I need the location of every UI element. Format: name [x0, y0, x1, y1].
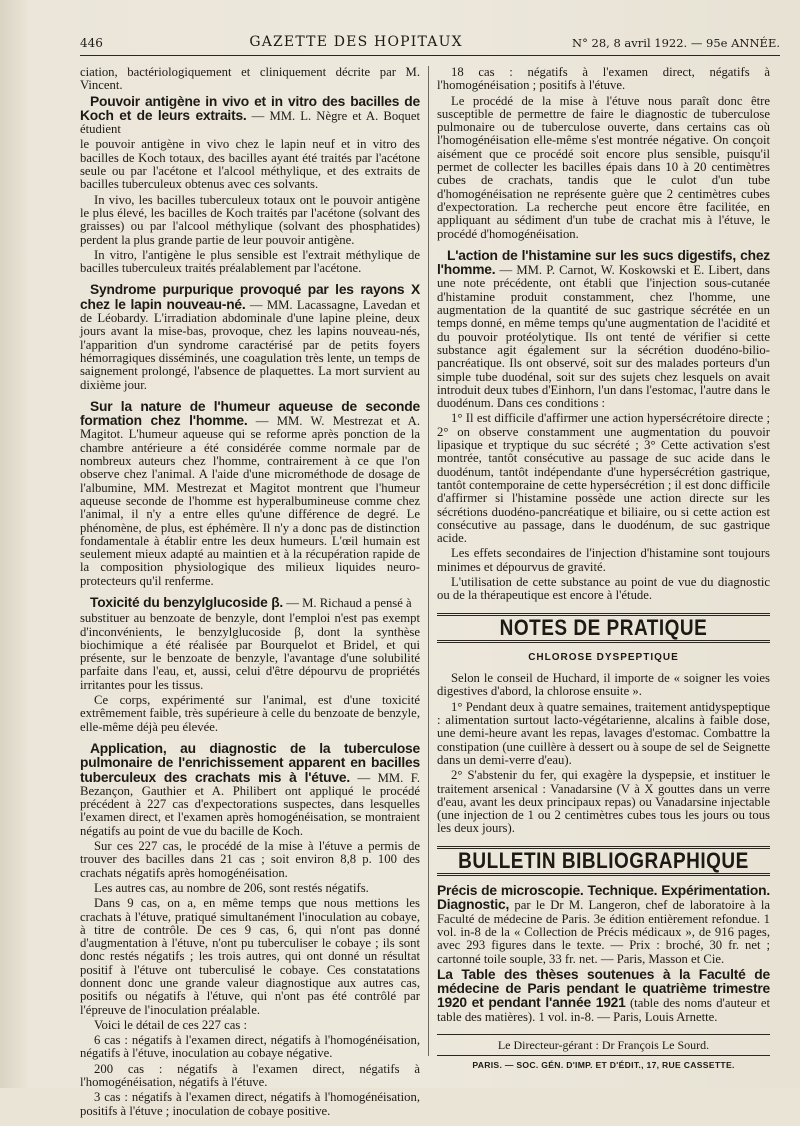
page-header: [80, 20, 780, 56]
column-divider: [428, 66, 429, 1056]
paragraph: 18 cas : négatifs à l'examen direct, négatifs à l'homogénéisation ; positifs à l'étuve.: [437, 65, 770, 93]
paragraph: In vivo, les bacilles tuberculeux totaux ont le pouvoir antigène le plus élevé, les bacilles de Koch traités par l'acétone (solvant des graisses) ou par l'alcool méthylique (solvant des phosphatides) perdent la plus grande partie de leur pouvoir antigène.: [80, 192, 420, 247]
paragraph: le pouvoir antigène in vivo chez le lapin neuf et in vitro des bacilles de Koch totaux, des bacilles ayant été traités par l'acétone seule ou par l'acétone et l'alcool méthylique, et des extraits de bacilles tuberculeux obtenus avec ces solvants.: [80, 137, 420, 192]
book-details: par le Dr M. Langeron, chef de laboratoire à la Faculté de médecine de Paris. 3e édition entièrement refondue. 1 vol. in-8 de la « Collection de Précis médicaux », de 916 pages, avec 293 figures dans le texte. — Prix : broché, 30 fr. net ; cartonné toile souple, 33 fr. net. — Paris, Masson et Cie.: [437, 898, 770, 966]
article-humeur-aqueuse: [80, 400, 420, 588]
left-column: [80, 66, 420, 1126]
paragraph: 1° Il est difficile d'affirmer une action hypersécrétoire directe ; 2° on observe constamment une augmentation du pouvoir lipasique et tryptique du suc sécrété ; 3° Cette activation s'est montrée, tantôt consécutive au passage de suc acide dans le duodénum, tantôt indépendante d'une hypersécrétion gastrique, tantôt contemporaine de cette hypersécrétion ; il est donc difficile d'affirmer si l'histamine possède une action directe sur les sécrétions duodéno-pancréatique et biliaire, ou si cette action est consécutive au passage, dans le duodénum, de suc gastrique acide.: [437, 411, 770, 546]
paragraph: Selon le conseil de Huchard, il importe de « soigner les voies digestives d'abord, la chlorose ensuite ».: [437, 671, 770, 699]
paragraph: In vitro, l'antigène le plus sensible est l'extrait méthylique de bacilles tuberculeux traités préalablement par l'acétone.: [80, 247, 420, 276]
section-header-notes: [437, 613, 770, 643]
director-line: Le Directeur-gérant : Dr François Le Sourd.: [437, 1035, 770, 1056]
article-authors: — MM. F. Bezançon, Gauthier et A. Philibert: [80, 770, 420, 798]
article-benzylglucoside: [80, 596, 420, 734]
paragraph: L'utilisation de cette substance au point de vue du diagnostic ou de la thérapeutique est encore à l'étude.: [437, 574, 770, 603]
book-title: La Table des thèses soutenues à la Faculté de médecine de Paris pendant le quatrième trimestre 1920 et pendant l'année 1921: [437, 966, 770, 1011]
article-purpurique: [80, 283, 420, 391]
paragraph: L'irradiation abdominale d'une lapine pleine, deux jours avant la mise-bas, provoque, chez les lapins nouveau-nés, l'apparition d'un syndrome caractérisé par de petits foyers hémorragiques disséminés, une coagulation très lente, un temps de saignement prolongé, l'absence de plaquettes. La mort survient au dixième jour.: [80, 311, 421, 392]
article-title: Syndrome purpurique provoqué par les rayons X chez le lapin nouveau-né.: [80, 282, 420, 312]
article-authors: — MM. P. Carnot, W. Koskowski et E. Libert,: [495, 263, 743, 278]
article-histamine: [437, 249, 770, 603]
paragraph: 200 cas : négatifs à l'examen direct, négatifs à l'homogénéisation, négatifs à l'étuve.: [80, 1061, 420, 1090]
book-entry-theses: [437, 968, 770, 1024]
paragraph: ont appliqué le procédé précédent à 227 cas d'expectorations suspectes, dans lesquelles l'examen direct, et l'examen après homogénéisation, se montraient négatifs au point de vue du bacille de Koch.: [80, 783, 420, 838]
section-title: NOTES DE PRATIQUE: [499, 615, 708, 641]
paragraph: Sur ces 227 cas, le procédé de la mise à l'étuve a permis de trouver des bacilles dans 21 cas ; soit environ 8,8 p. 100 des crachats négatifs après homogénéisation.: [80, 839, 420, 880]
subheading: CHLOROSE DYSPEPTIQUE: [528, 651, 679, 663]
paragraph: Les effets secondaires de l'injection d'histamine sont toujours minimes et dépourvus de gravité.: [437, 546, 770, 574]
paragraph: Ce corps, expérimenté sur l'animal, est d'une toxicité extrêmement faible, très supérieure à celle du benzoate de benzyle, elle-même déjà peu élevée.: [80, 693, 420, 734]
paragraph: 1° Pendant deux à quatre semaines, traitement antidyspeptique : alimentation surtout lacto-végétarienne, alcalins à faible dose, une demi-heure avant les repas, lavages d'estomac. Combattre la constipation (une cuillère à dessert ou à soupe de sel de Seignette dans un demi-verre d'eau).: [437, 699, 770, 767]
article-authors: — MM. W. Mestrezat et A. Magitot.: [80, 414, 421, 442]
paragraph: L'humeur aqueuse qui se reforme après ponction de la chambre antérieure a été considérée comme normale par de nombreux auteurs chez l'homme, contrairement à ce que l'on observe chez l'animal. A l'aide d'une microméthode de dosage de l'albumine, MM. Mestrezat et Magitot montrent que l'humeur aqueuse seconde de l'homme est hyperalbumineuse comme chez l'animal, il n'y a entre elles qu'une différence de degré. Le phénomène, de plus, est éphémère. Il n'y a donc pas de distinction fondamentale à établir entre les deux humeurs. L'œil humain est seulement mieux adapté au maintien et à la récupération rapide de la composition physiologique des milieux liquides neuro-protecteurs qu'il renferme.: [80, 427, 420, 588]
article-title: Application, au diagnostic de la tuberculose pulmonaire de l'enrichissement apparent en bacilles tuberculeux des crachats mis à l'étuve.: [80, 740, 420, 785]
article-title: Pouvoir antigène in vivo et in vitro des bacilles de Koch et de leurs extraits.: [80, 93, 420, 123]
paragraph: 6 cas : négatifs à l'examen direct, négatifs à l'homogénéisation, négatifs à l'étuve, inoculation au cobaye négative.: [80, 1033, 420, 1061]
article-authors: — MM. Lacassagne, Lavedan et de Léobardy.: [80, 297, 420, 326]
book-title: Précis de microscopie. Technique. Expérimentation. Diagnostic,: [437, 883, 770, 913]
section-title: BULLETIN BIBLIOGRAPHIQUE: [458, 849, 749, 874]
paragraph: Dans 9 cas, on a, en même temps que nous mettions les crachats à l'étuve, pratiqué simultanément l'inoculation au cobaye, à titre de contrôle. De ces 9 cas, 6, qui n'ont pas donné d'augmentation à l'étuve, n'ont pu tuberculiser le cobaye ; ils sont donc restés négatifs ; les trois autres, qui ont donné un résultat positif à l'étuve ont tuberculisé le cobaye. Ces constatations donnent donc une grande valeur diagnostique aux autres cas, positifs ou négatifs à l'étuve, qui n'ont pas été contrôlé par l'épreuve de l'inoculation préalable.: [80, 896, 420, 1017]
journal-title: GAZETTE DES HOPITAUX: [249, 34, 463, 50]
article-tuberculose-etuve: [80, 742, 420, 1118]
page-number: 446: [80, 36, 103, 50]
paragraph: 3 cas : négatifs à l'examen direct, négatifs à l'homogénéisation, positifs à l'étuve ; inoculation de cobaye positive.: [80, 1090, 420, 1118]
article-authors: — MM. L. Nègre et A. Boquet étudient: [80, 108, 421, 137]
article-title: Toxicité du benzylglucoside β.: [90, 594, 284, 610]
paragraph: Les autres cas, au nombre de 206, sont restés négatifs.: [94, 880, 369, 895]
issue-info: N° 28, 8 avril 1922. — 95e ANNÉE.: [572, 36, 780, 50]
article-title: L'action de l'histamine sur les sucs digestifs, chez l'homme.: [437, 247, 770, 278]
right-column: [437, 66, 770, 1073]
book-entry-microscopie: [437, 884, 770, 966]
article-antigene: [80, 95, 420, 276]
paragraph: 2° S'abstenir du fer, qui exagère la dyspepsie, et instituer le traitement arsenical : Vanadarsine (V à X gouttes dans un verre d'eau, avant les deux principaux repas) ou Vanadarsine injectable (une injection de 1 ou 2 centimètres cubes tous les jours ou tous les deux jours).: [437, 768, 770, 836]
section-header-bulletin: [437, 846, 770, 876]
intro-paragraph: ciation, bactériologiquement et cliniquement décrite par M. Vincent.: [80, 65, 420, 93]
paragraph: substituer au benzoate de benzyle, dont l'emploi n'est pas exempt d'inconvénients, le benzylglucoside β, dont la synthèse biochimique a été réalisée par Bourquelot et Bridel, et qui présente, sur le benzoate de benzyle, l'avantage d'une solubilité parfaite dans l'eau, et, aussi, celui d'être dépourvu de propriétés irritantes pour les tissus.: [80, 611, 420, 692]
article-title: Sur la nature de l'humeur aqueuse de seconde formation chez l'homme.: [80, 398, 420, 429]
paragraph: Voici le détail de ces 227 cas :: [94, 1017, 248, 1032]
printer-line: PARIS. — SOC. GÉN. D'IMP. ET D'ÉDIT., 17, RUE CASSETTE.: [472, 1060, 735, 1071]
paragraph: Le procédé de la mise à l'étuve nous paraît donc être susceptible de permettre de faire le diagnostic de tuberculose pulmonaire ou de tuberculose ouverte, dans certains cas où l'homogénéisation elle-même s'est montrée négative. On conçoit aisément que ce procédé soit encore plus sensible, puisqu'il permet de collecter les bacilles épais dans 10 à 20 centimètres cubes de crachats, tandis que le culot d'un tube d'homogénéisation ne représente guère que 2 centimètres cubes d'expectoration. La recherche peut encore être facilitée, en appliquant au sédiment d'un tube de crachat mis à l'étuve, le procédé d'homogénéisation.: [437, 93, 770, 241]
page-footer: [437, 1034, 770, 1073]
book-details: (table des noms d'auteur et table des matières). 1 vol. in-8. — Paris, Louis Arnette.: [437, 996, 770, 1024]
paragraph: dans une note précédente, ont établi que l'injection sous-cutanée d'histamine produit constamment, chez l'homme, une augmentation de la quantité de suc gastrique sécrétée en un temps donné, en même temps qu'une augmentation de l'acidité et du pouvoir protéolytique. Ils ont tenté de vérifier si cette substance agit également sur la sécrétion duodéno-bilio-pancréatique. Ils ont observé, soit sur des malades porteurs d'un simple tube duodénal, soit sur des sujets chez lesquels on avait introduit deux tubes d'Einhorn, l'un dans l'estomac, l'autre dans le duodénum. Dans ces conditions :: [437, 263, 770, 411]
article-authors: — M. Richaud a pensé à: [283, 595, 412, 610]
